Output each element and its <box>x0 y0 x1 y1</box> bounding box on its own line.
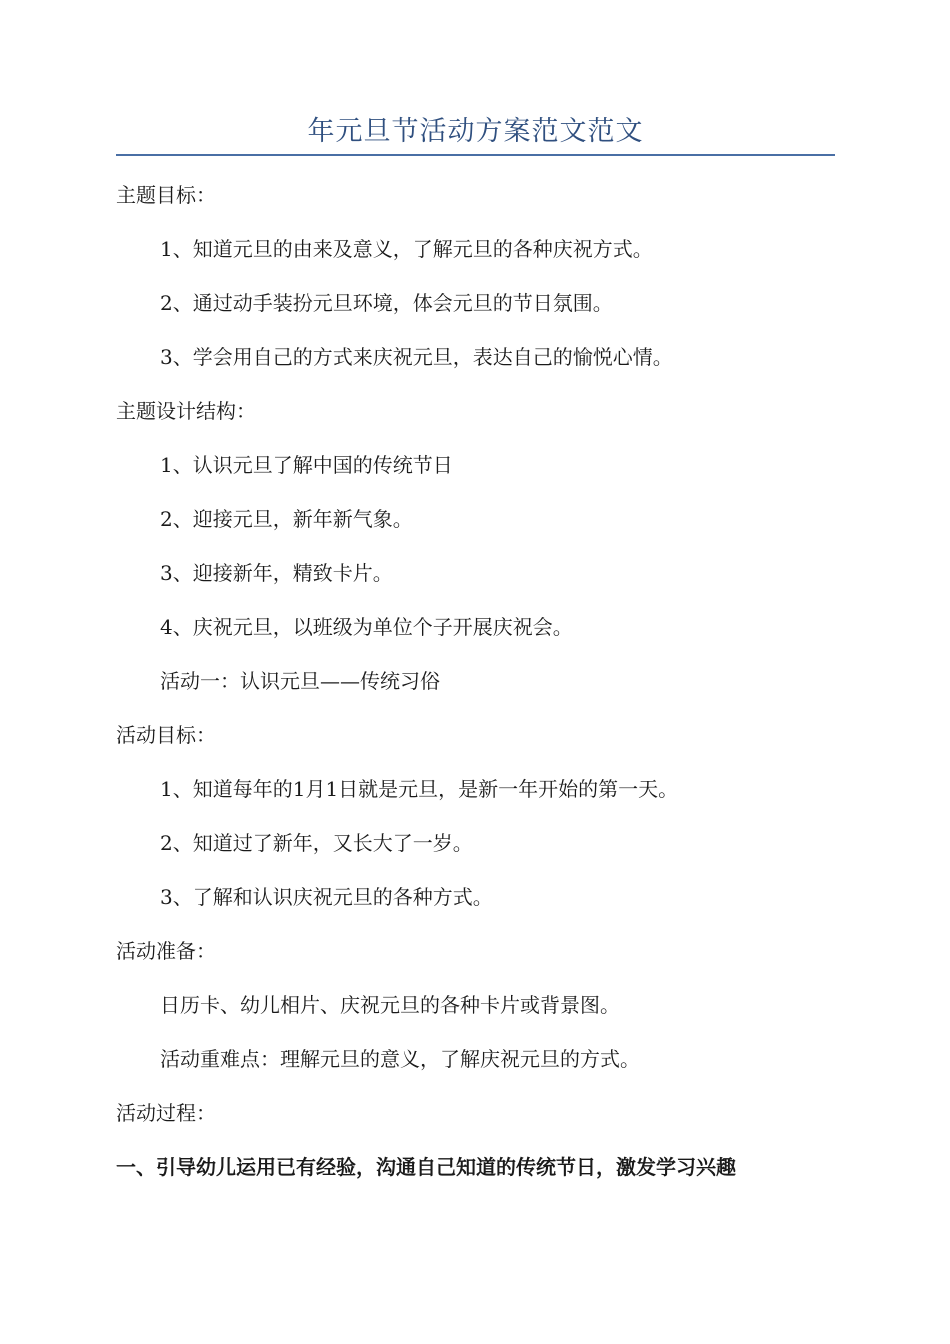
heading-activity-process: 活动过程： <box>116 1101 216 1125</box>
paragraph-line: 2、迎接元旦，新年新气象。 <box>160 507 413 531</box>
paragraph-line: 1、知道元旦的由来及意义，了解元旦的各种庆祝方式。 <box>160 237 653 261</box>
activity-one-heading: 活动一：认识元旦——传统习俗 <box>160 669 440 693</box>
paragraph-line: 1、知道每年的1月1日就是元旦，是新一年开始的第一天。 <box>160 777 679 801</box>
paragraph-line: 3、迎接新年，精致卡片。 <box>160 561 393 585</box>
section-heading-bold: 一、引导幼儿运用已有经验，沟通自己知道的传统节日，激发学习兴趣 <box>116 1155 736 1179</box>
title-underline <box>116 154 835 156</box>
heading-theme-goals: 主题目标： <box>116 183 216 207</box>
paragraph-line: 3、学会用自己的方式来庆祝元旦，表达自己的愉悦心情。 <box>160 345 673 369</box>
heading-theme-structure: 主题设计结构： <box>116 399 256 423</box>
paragraph-line: 4、庆祝元旦，以班级为单位个子开展庆祝会。 <box>160 615 573 639</box>
paragraph-line: 活动重难点：理解元旦的意义，了解庆祝元旦的方式。 <box>160 1047 640 1071</box>
paragraph-line: 1、认识元旦了解中国的传统节日 <box>160 453 453 477</box>
heading-activity-goals: 活动目标： <box>116 723 216 747</box>
paragraph-line: 日历卡、幼儿相片、庆祝元旦的各种卡片或背景图。 <box>160 993 620 1017</box>
paragraph-line: 2、通过动手装扮元旦环境，体会元旦的节日氛围。 <box>160 291 613 315</box>
heading-activity-prep: 活动准备： <box>116 939 216 963</box>
document-title: 年元旦节活动方案范文范文 <box>307 116 644 147</box>
paragraph-line: 3、了解和认识庆祝元旦的各种方式。 <box>160 885 493 909</box>
paragraph-line: 2、知道过了新年，又长大了一岁。 <box>160 831 473 855</box>
